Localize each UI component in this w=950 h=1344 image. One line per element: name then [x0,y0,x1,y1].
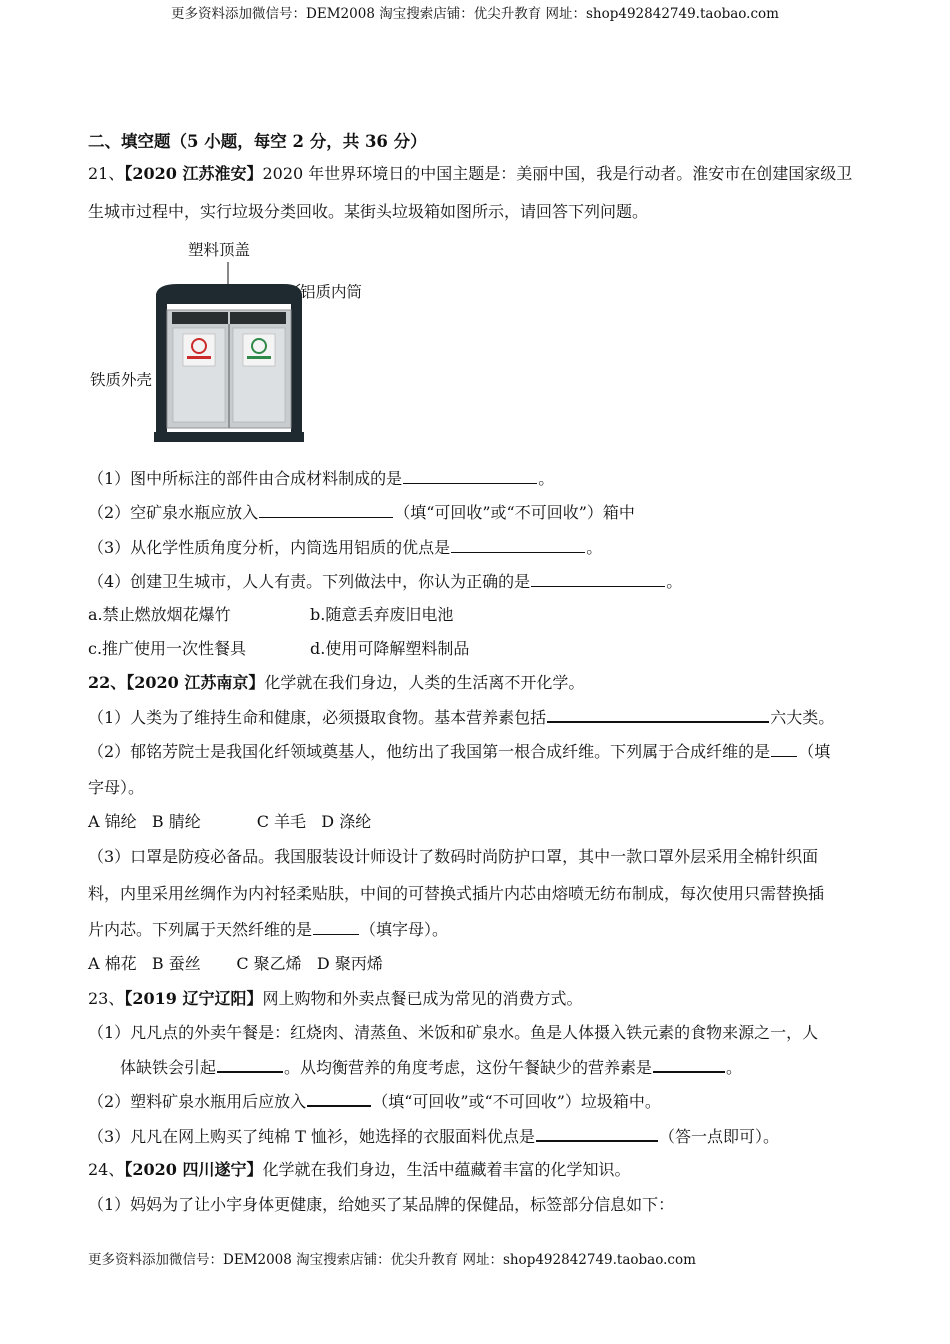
q21-source-tag: 【2020 江苏淮安】 [124,164,263,183]
q24-part1: （1）妈妈为了让小宇身体更健康，给她买了某品牌的保健品，标签部分信息如下： [88,1195,675,1214]
section-title: 二、填空题（5 小题，每空 2 分，共 36 分） [88,132,427,151]
q21-part4-end: 。 [666,572,683,591]
q21-part4-blank[interactable] [531,572,665,587]
q23-stem-text: 网上购物和外卖点餐已成为常见的消费方式。 [262,989,583,1008]
q23-part3-end: （答一点即可）。 [659,1127,780,1146]
q21-part3-end: 。 [586,538,603,557]
q23-part1-mid: 。从均衡营养的角度考虑，这份午餐缺少的营养素是 [284,1058,653,1077]
q22-part2-end: （填 [798,742,831,761]
q21-part1-end: 。 [538,469,555,488]
q23-source-tag: 【2019 辽宁辽阳】 [124,989,263,1008]
q21-options-row2 [88,636,469,659]
q22-part1-blank[interactable] [547,707,769,723]
trash-bin-figure [88,232,388,452]
q21-option-b[interactable]: b.随意丢弃废旧电池 [310,605,454,624]
q21-part1-blank[interactable] [403,469,537,484]
page-header: 更多资料添加微信号：DEM2008 淘宝搜索店铺：优尖升教育 网址：shop492842749.taobao.com [171,6,779,22]
q21-part3-blank[interactable] [451,538,585,553]
q21-part1 [88,466,554,489]
q22-part3-blank[interactable] [313,920,359,935]
q21-part2-blank[interactable] [259,503,393,518]
q23-part1-line2 [120,1055,742,1078]
q21-part4 [88,569,682,592]
q23-stem [88,986,583,1009]
q21-stem-line2: 生城市过程中，实行垃圾分类回收。某街头垃圾箱如图所示，请回答下列问题。 [88,202,649,221]
q22-part3-line2: 料，内里采用丝绸作为内衬轻柔贴肤，中间的可替换式插片内芯由熔喷无纺布制成，每次使用只需替换插 [88,884,825,903]
q22-stem [88,670,584,693]
q22-part2 [88,739,830,762]
label-aluminum-inner: 铝质内筒 [300,283,363,301]
page-footer: 更多资料添加微信号：DEM2008 淘宝搜索店铺：优尖升教育 网址：shop492842749.taobao.com [88,1252,696,1268]
q23-part1-text: 体缺铁会引起 [120,1058,217,1077]
q21-part3-text: （3）从化学性质角度分析，内筒选用铝质的优点是 [88,538,451,557]
trash-bin-illustration [88,232,388,452]
q21-stem-text1: 2020 年世界环境日的中国主题是：美丽中国，我是行动者。淮安市在创建国家级卫 [262,164,853,183]
q21-option-d[interactable]: d.使用可降解塑料制品 [310,639,470,658]
q22-part1-text: （1）人类为了维持生命和健康，必须摄取食物。基本营养素包括 [88,708,547,727]
q23-number: 23、 [88,989,125,1008]
q23-part2-text: （2）塑料矿泉水瓶用后应放入 [88,1092,307,1111]
q22-part2-blank[interactable] [771,742,797,757]
q23-part2-blank[interactable] [307,1091,371,1107]
q21-number: 21、 [88,164,125,183]
q22-number: 22、 [88,673,127,692]
q22-stem-text: 化学就在我们身边，人类的生活离不开化学。 [264,673,585,692]
q22-part2-text: （2）郁铭芳院士是我国化纤领域奠基人，他纺出了我国第一根合成纤维。下列属于合成纤维的是 [88,742,771,761]
q24-number: 24、 [88,1160,125,1179]
q22-part2-cont: 字母）。 [88,778,145,797]
q23-part3 [88,1124,779,1147]
q24-source-tag: 【2020 四川遂宁】 [124,1160,263,1179]
q21-part1-text: （1）图中所标注的部件由合成材料制成的是 [88,469,403,488]
q21-part3 [88,535,602,558]
q23-part1-blank1[interactable] [217,1057,283,1073]
q21-options-row1 [88,602,453,625]
q23-part2-end: （填“可回收”或“不可回收”）垃圾箱中。 [372,1092,661,1111]
label-iron-shell: 铁质外壳 [90,371,153,389]
q22-part1-end: 六大类。 [770,708,835,727]
q22-part3-text: 片内芯。下列属于天然纤维的是 [88,920,313,939]
q24-stem-text: 化学就在我们身边，生活中蕴藏着丰富的化学知识。 [262,1160,631,1179]
q23-part1-end: 。 [726,1058,743,1077]
q23-part3-text: （3）凡凡在网上购买了纯棉 T 恤衫，她选择的衣服面料优点是 [88,1127,536,1146]
q22-source-tag: 【2020 江苏南京】 [126,673,265,692]
q21-part2-end: （填“可回收”或“不可回收”）箱中 [394,503,635,522]
q22-part3-end: （填字母）。 [360,920,449,939]
label-plastic-cap: 塑料顶盖 [188,241,251,259]
q23-part1-line1: （1）凡凡点的外卖午餐是：红烧肉、清蒸鱼、米饭和矿泉水。鱼是人体摄入铁元素的食物来源之一，人 [88,1023,819,1042]
q22-options1: A 锦纶 B 腈纶 C 羊毛 D 涤纶 [88,812,372,831]
q23-part3-blank[interactable] [536,1126,658,1142]
q21-option-a[interactable]: a.禁止燃放烟花爆竹 [88,605,231,624]
q21-part4-text: （4）创建卫生城市，人人有责。下列做法中，你认为正确的是 [88,572,531,591]
q21-part2-text: （2）空矿泉水瓶应放入 [88,503,259,522]
q21-stem-line1 [88,161,852,184]
q22-part1 [88,705,834,728]
q22-part3-line1: （3）口罩是防疫必备品。我国服装设计师设计了数码时尚防护口罩，其中一款口罩外层采用全棉针织面 [88,847,819,866]
q23-part2 [88,1089,661,1112]
q24-stem [88,1157,631,1180]
q23-part1-blank2[interactable] [653,1057,725,1073]
q21-part2 [88,500,635,523]
q22-options2: A 棉花 B 蚕丝 C 聚乙烯 D 聚丙烯 [88,954,383,973]
q22-part3-line3 [88,917,448,940]
q21-option-c[interactable]: c.推广使用一次性餐具 [88,639,247,658]
